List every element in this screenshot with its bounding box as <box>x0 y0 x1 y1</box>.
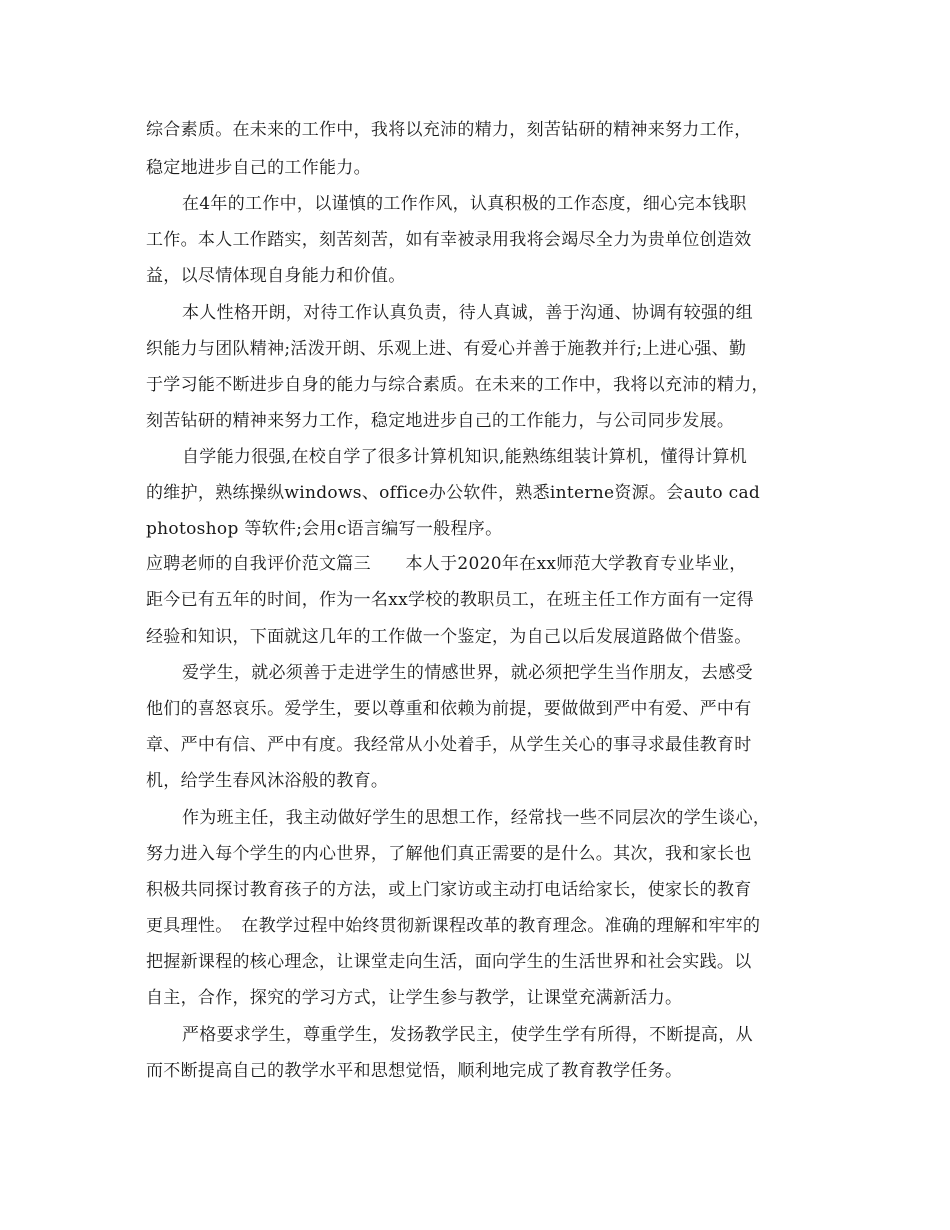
paragraph-start-line: 爱学生，就必须善于走进学生的情感世界，就必须把学生当作朋友，去感受 <box>182 663 753 683</box>
text-line: 把握新课程的核心理念，让课堂走向生活，面向学生的生活世界和社会实践。以 <box>146 952 752 972</box>
text-line: 工作。本人工作踏实，刻苦刻苦，如有幸被录用我将会竭尽全力为贵单位创造效 <box>146 230 752 250</box>
section-heading-line: 应聘老师的自我评价范文篇三 本人于2020年在xx师范大学教育专业毕业， <box>146 554 747 574</box>
text-line: 自主，合作，探究的学习方式，让学生参与教学，让课堂充满新活力。 <box>146 988 683 1008</box>
paragraph-start-line: 在4年的工作中，以谨慎的工作作风，认真积极的工作态度，细心完本钱职 <box>182 194 747 214</box>
text-line: 努力进入每个学生的内心世界，了解他们真正需要的是什么。其次，我和家长也 <box>146 844 752 864</box>
text-line: 刻苦钻研的精神来努力工作，稳定地进步自己的工作能力，与公司同步发展。 <box>146 411 735 431</box>
text-line: 更具理性。 在教学过程中始终贯彻新课程改革的教育理念。准确的理解和牢牢的 <box>146 916 761 936</box>
text-line: 距今已有五年的时间，作为一名xx学校的教职员工，在班主任工作方面有一定得 <box>146 590 754 610</box>
text-line: 于学习能不断进步自身的能力与综合素质。在未来的工作中，我将以充沛的精力， <box>146 375 769 395</box>
text-line: 机，给学生春风沐浴般的教育。 <box>146 771 389 791</box>
text-line: photoshop 等软件;会用c语言编写一般程序。 <box>146 519 503 539</box>
text-line: 他们的喜怒哀乐。爱学生，要以尊重和依赖为前提，要做做到严中有爱、严中有 <box>146 699 752 719</box>
text-line: 积极共同探讨教育孩子的方法，或上门家访或主动打电话给家长，使家长的教育 <box>146 880 752 900</box>
paragraph-start-line: 严格要求学生，尊重学生，发扬教学民主，使学生学有所得，不断提高，从 <box>182 1025 753 1045</box>
text-line: 而不断提高自己的教学水平和思想觉悟，顺利地完成了教育教学任务。 <box>146 1061 683 1081</box>
text-line: 织能力与团队精神;活泼开朗、乐观上进、有爱心并善于施教并行;上进心强、勤 <box>146 339 747 359</box>
text-line: 益，以尽情体现自身能力和价值。 <box>146 266 406 286</box>
text-line: 经验和知识，下面就这几年的工作做一个鉴定，为自己以后发展道路做个借鉴。 <box>146 627 752 647</box>
paragraph-start-line: 本人性格开朗，对待工作认真负责，待人真诚，善于沟通、协调有较强的组 <box>182 303 753 323</box>
paragraph-start-line: 自学能力很强,在校自学了很多计算机知识,能熟练组装计算机，懂得计算机 <box>182 447 748 467</box>
text-line: 稳定地进步自己的工作能力。 <box>146 158 371 178</box>
text-line: 的维护，熟练操纵windows、office办公软件，熟悉interne资源。会auto cad <box>146 483 761 503</box>
paragraph-start-line: 作为班主任，我主动做好学生的思想工作，经常找一些不同层次的学生谈心， <box>182 808 771 828</box>
text-line: 章、严中有信、严中有度。我经常从小处着手，从学生关心的事寻求最佳教育时 <box>146 735 752 755</box>
text-line: 综合素质。在未来的工作中，我将以充沛的精力，刻苦钻研的精神来努力工作， <box>146 120 752 140</box>
